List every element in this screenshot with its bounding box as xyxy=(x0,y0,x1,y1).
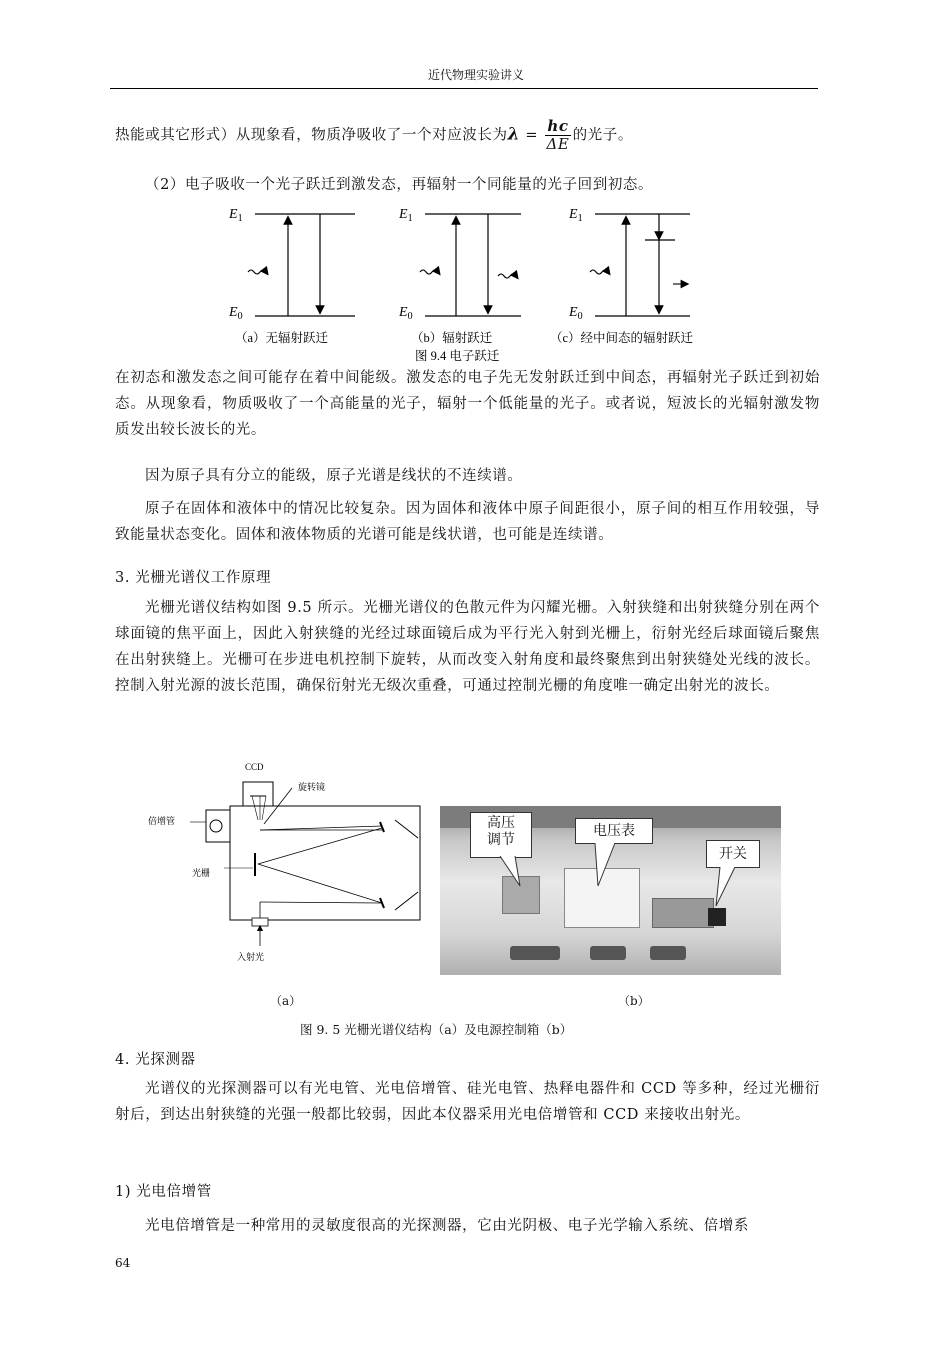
callout-hv-adjust: 高压 调节 xyxy=(470,812,532,858)
grating-label: 光栅 xyxy=(192,869,211,879)
e0-label-a: $E_0$ xyxy=(229,305,243,322)
panel-b xyxy=(398,207,521,322)
figure-9-4-electron-transitions xyxy=(215,200,735,368)
header-rule xyxy=(110,88,818,89)
paragraph-6: 光栅光谱仪结构如图 9.5 所示。光栅光谱仪的色散元件为闪耀光栅。入射狭缝和出射狭缝分别在两个球面镜的焦平面上，因此入射狭缝的光经过球面镜后成为平行光入射到光栅上，衍射光经后球面镜后聚焦在出射狭缝上。光栅可在步进电机控制下旋转，从而改变入射角度和最终聚焦到出射狭缝处光线的波长。控制入射光源的波长范围，确保衍射光无级次重叠，可通过控制光栅的角度唯一确定出射光的波长。 xyxy=(115,600,820,694)
paragraph-5: 原子在固体和液体中的情况比较复杂。因为固体和液体中原子间距很小，原子间的相互作用较强，导致能量状态变化。固体和液体物质的光谱可能是线状谱，也可能是连续谱。 xyxy=(115,501,820,543)
formula-line xyxy=(115,118,633,153)
section-4-1-heading: 1) 光电倍增管 xyxy=(115,1184,212,1200)
panel-c xyxy=(568,207,690,322)
e1-label-c: $E_1$ xyxy=(569,207,583,224)
paragraph-8: 光电倍增管是一种常用的灵敏度很高的光探测器，它由光阴极、电子光学输入系统、倍增系 xyxy=(145,1218,749,1234)
formula-lead-text: 热能或其它形式）从现象看，物质净吸收了一个对应波长为 xyxy=(115,127,508,144)
figure-9-5b-control-box-photo xyxy=(440,806,781,975)
rotating-mirror-label: 旋转镜 xyxy=(298,783,326,793)
paragraph-4: 因为原子具有分立的能级，原子光谱是线状的不连续谱。 xyxy=(145,468,523,484)
callout-pointers xyxy=(440,806,781,975)
incident-light-label: 入射光 xyxy=(237,953,265,963)
panel-a xyxy=(228,207,355,322)
e0-label-c: $E_0$ xyxy=(569,305,583,322)
fraction-numerator: hc xyxy=(547,117,569,135)
equals-sign: = xyxy=(520,127,544,144)
label-a: （a）无辐射跃迁 xyxy=(235,331,329,345)
subfigure-b-label: （b） xyxy=(618,994,650,1008)
paragraph-7: 光谱仪的光探测器可以有光电管、光电倍增管、硅光电管、热释电器件和 CCD 等多种，经过光栅衍射后，到达出射狭缝的光强一般都比较弱，因此本仪器采用光电倍增管和 CCD 来接收出射光。 xyxy=(115,1081,820,1123)
section-3-heading: 3. 光栅光谱仪工作原理 xyxy=(115,570,272,586)
e1-label-a: $E_1$ xyxy=(229,207,243,224)
e0-label-b: $E_0$ xyxy=(399,305,413,322)
section-4-heading: 4. 光探测器 xyxy=(115,1052,196,1068)
lambda-symbol: λ xyxy=(507,124,521,145)
figure-9-4-caption: 图 9.4 电子跃迁 xyxy=(415,349,500,363)
label-b: （b）辐射跃迁 xyxy=(411,331,493,345)
paragraph-3: 在初态和激发态之间可能存在着中间能级。激发态的电子先无发射跃迁到中间态，再辐射光子跃迁到初始态。从现象看，物质吸收了一个高能量的光子，辐射一个低能量的光子。或者说，短波长的光辐射激发物质发出较长波长的光。 xyxy=(115,370,820,438)
formula-tail-text: 的光子。 xyxy=(572,127,633,144)
label-c: （c）经中间态的辐射跃迁 xyxy=(550,331,694,345)
pmt-label: 倍增管 xyxy=(148,817,176,827)
figure-9-5a-spectrometer-schematic xyxy=(140,758,430,973)
figure-9-5-caption: 图 9. 5 光栅光谱仪结构（a）及电源控制箱（b） xyxy=(300,1022,573,1037)
subfigure-a-label: （a） xyxy=(270,994,302,1008)
paragraph-2: （2）电子吸收一个光子跃迁到激发态，再辐射一个同能量的光子回到初态。 xyxy=(145,177,654,193)
page-number: 64 xyxy=(115,1256,131,1270)
callout-voltmeter: 电压表 xyxy=(575,818,653,844)
ccd-label: CCD xyxy=(245,762,264,772)
ccd-box xyxy=(243,782,273,806)
running-header: 近代物理实验讲义 xyxy=(427,68,524,82)
fraction xyxy=(545,118,570,153)
e1-label-b: $E_1$ xyxy=(399,207,413,224)
fraction-denominator: ΔE xyxy=(546,135,570,153)
callout-switch: 开关 xyxy=(706,840,760,868)
